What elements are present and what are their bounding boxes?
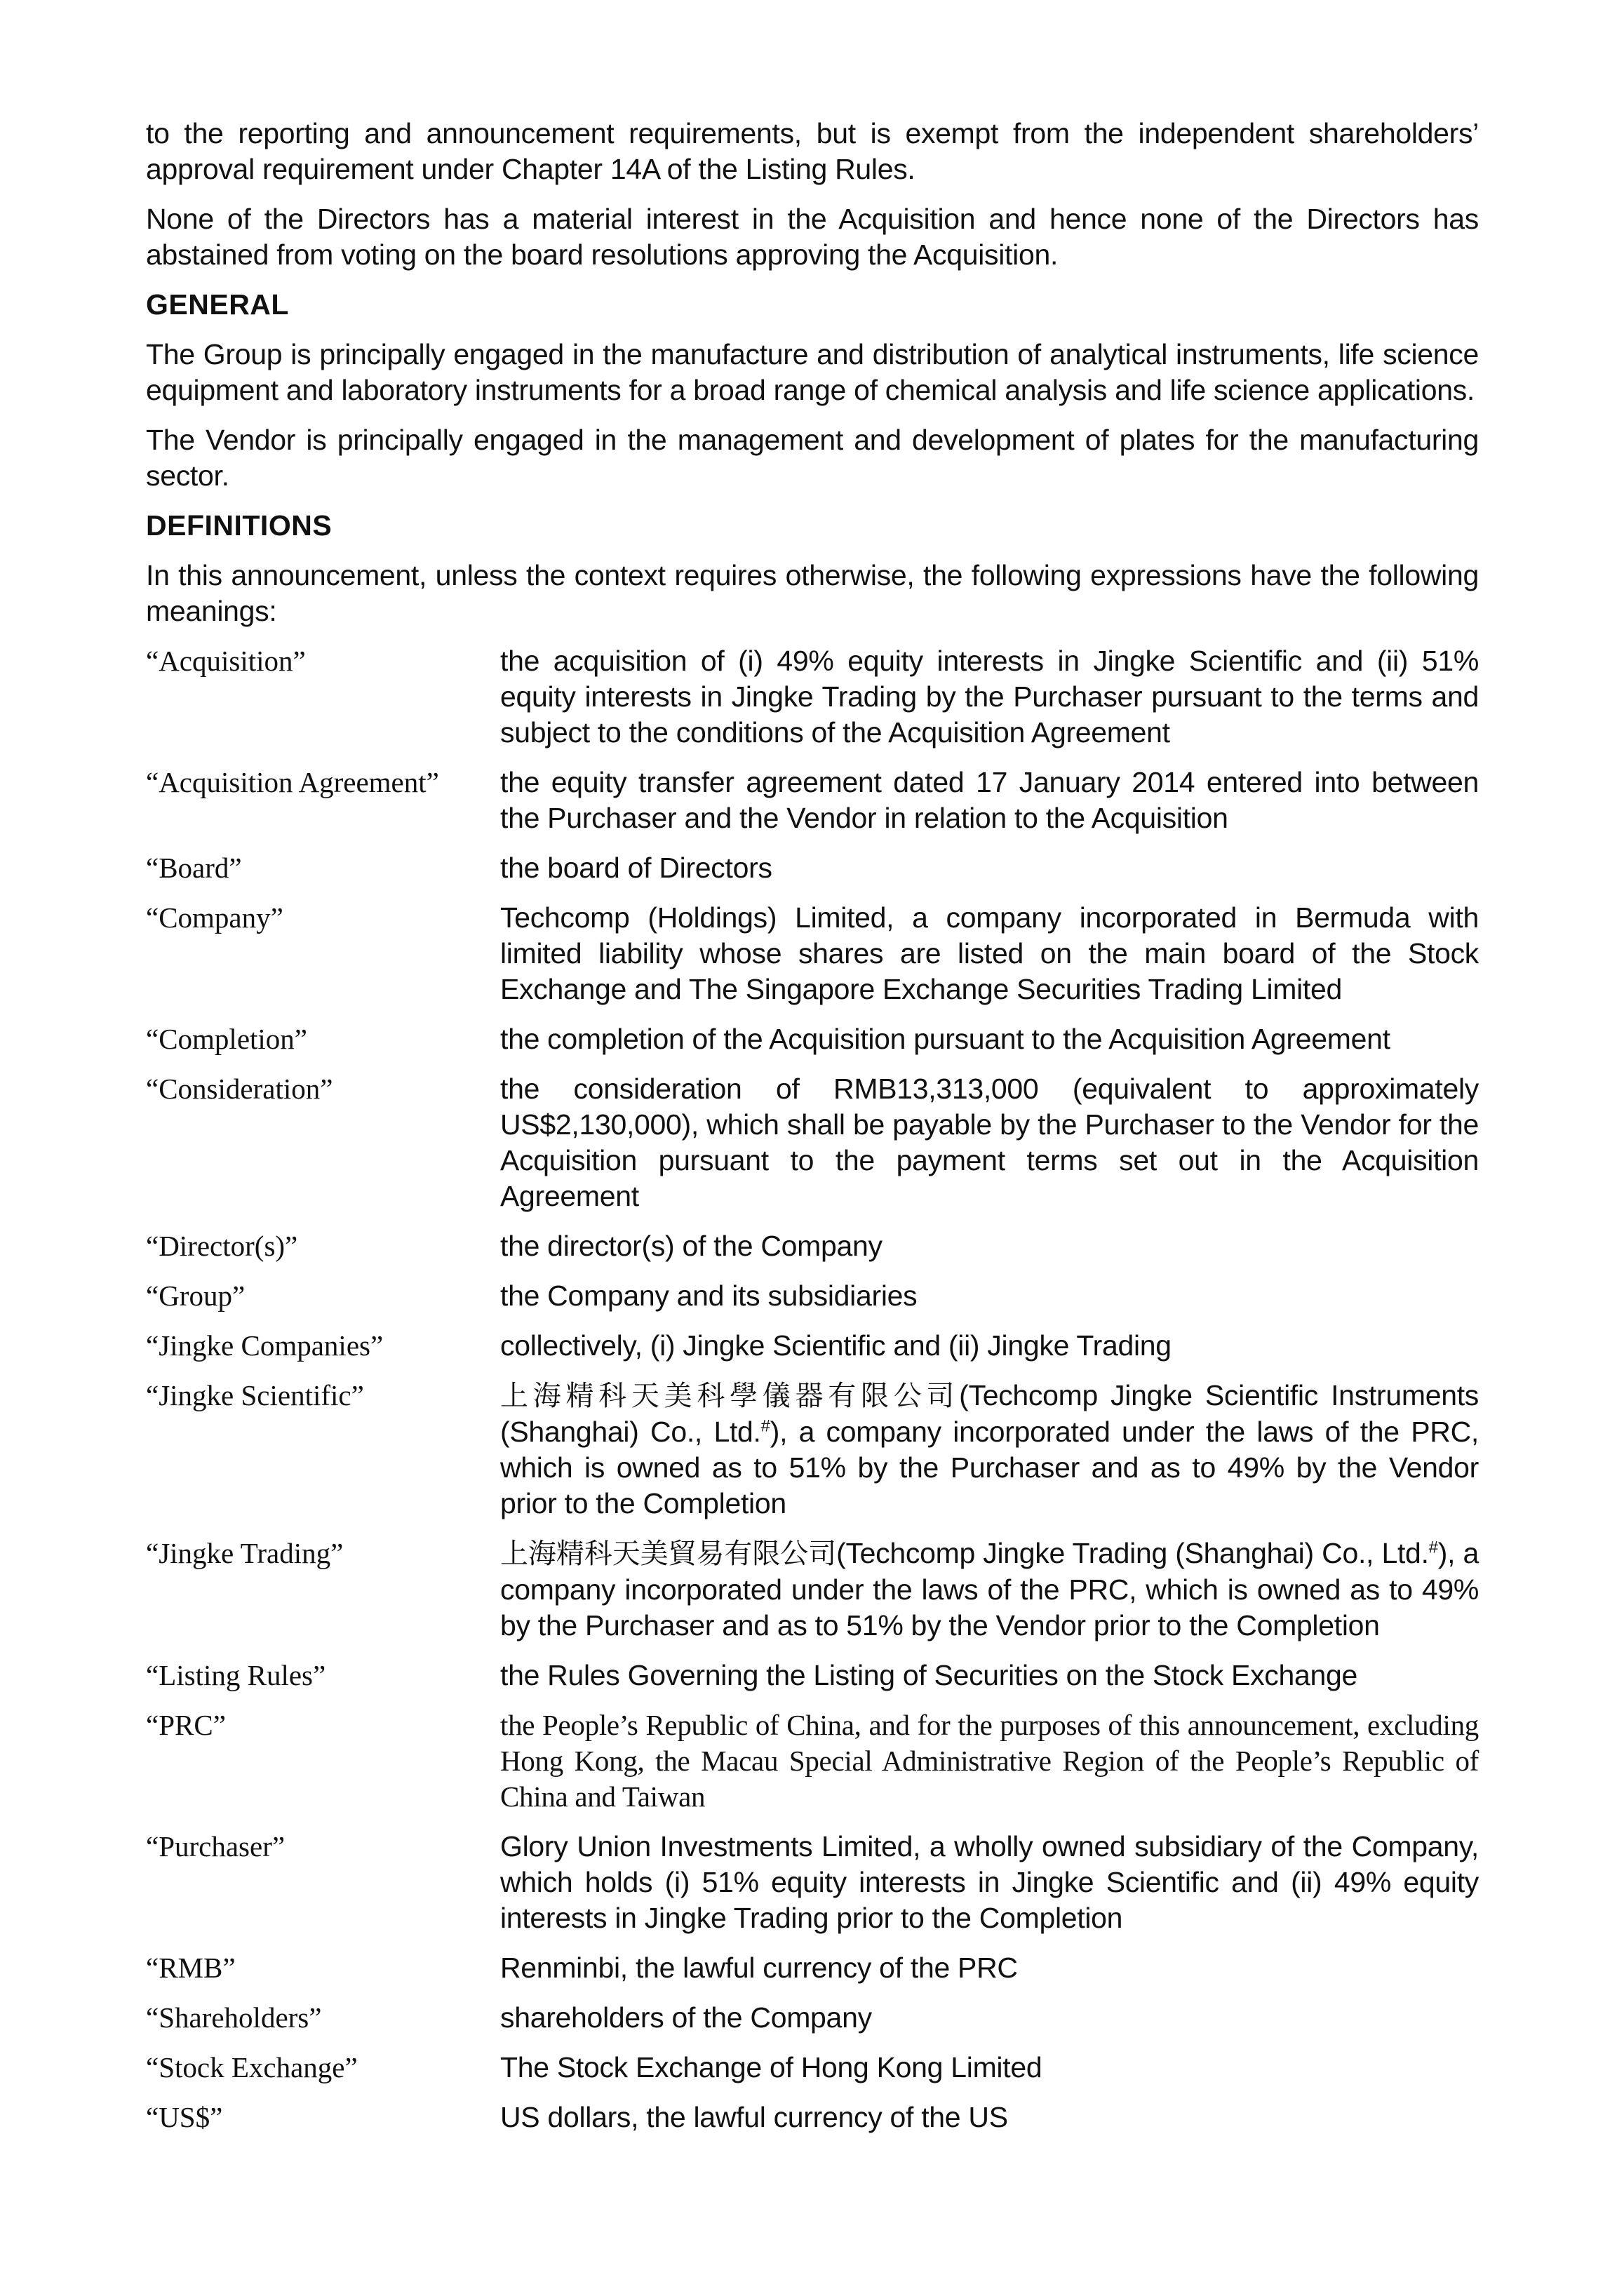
definition-meaning: Techcomp (Holdings) Limited, a company incorporated in Bermuda with limited liability whose shares are listed on the main board of the Stock Exchange and The Singapore Exchange Securities Trading Limited: [500, 901, 1479, 1005]
definition-meaning-rest: ), a company incorporated under the laws of the PRC, which is owned as to 49% by the Purchaser and as to 51% by the Vendor prior to the Completion: [500, 1537, 1479, 1642]
definition-term: “Shareholders”: [146, 2001, 322, 2034]
definition-meaning: US dollars, the lawful currency of the US: [500, 2101, 1008, 2133]
definition-term: “Jingke Companies”: [146, 1329, 384, 1362]
definition-meaning: Renminbi, the lawful currency of the PRC: [500, 1952, 1018, 1984]
intro-paragraph-2: None of the Directors has a material interest in the Acquisition and hence none of the Directors has abstained from voting on the board resolutions approving the Acquisition.: [146, 203, 1479, 271]
definition-row: [146, 1707, 1479, 1815]
definition-row: [146, 2100, 1479, 2135]
definition-term: “Acquisition Agreement”: [146, 766, 439, 798]
definition-row: [146, 850, 1479, 886]
definition-row: [146, 1021, 1479, 1057]
definition-term: “RMB”: [146, 1952, 236, 1984]
definition-meaning: the director(s) of the Company: [500, 1230, 883, 1262]
definition-row: [146, 1658, 1479, 1693]
definition-term: “Purchaser”: [146, 1830, 286, 1862]
definition-term: “Jingke Scientific”: [146, 1379, 364, 1411]
definition-row: [146, 765, 1479, 836]
definition-row: [146, 1378, 1479, 1522]
definition-row: [146, 1536, 1479, 1644]
intro-paragraph-1: to the reporting and announcement requirements, but is exempt from the independent shareholders’ approval requirement under Chapter 14A of the Listing Rules.: [146, 117, 1479, 185]
definition-row: [146, 1278, 1479, 1314]
definition-meaning: [500, 1378, 1479, 1522]
definition-term: “PRC”: [146, 1709, 226, 1741]
definition-term: “Consideration”: [146, 1073, 333, 1105]
definition-row: [146, 2050, 1479, 2086]
definition-term: “Director(s)”: [146, 1230, 298, 1262]
definition-row: [146, 1071, 1479, 1214]
definition-row: [146, 643, 1479, 751]
general-heading: GENERAL: [146, 288, 289, 321]
definition-term: “Acquisition”: [146, 645, 306, 677]
definition-meaning: [500, 1536, 1479, 1644]
definitions-intro: In this announcement, unless the context requires otherwise, the following expressions have the following meanings:: [146, 559, 1479, 627]
definition-row: [146, 1950, 1479, 1986]
definition-term: “Company”: [146, 901, 283, 934]
definitions-heading: DEFINITIONS: [146, 509, 333, 542]
footnote-mark: #: [1428, 1538, 1438, 1557]
definition-row: [146, 2000, 1479, 2036]
definition-meaning: The Stock Exchange of Hong Kong Limited: [500, 2051, 1042, 2083]
definition-meaning: collectively, (i) Jingke Scientific and (ii) Jingke Trading: [500, 1329, 1172, 1362]
chinese-company-name: 上海精科天美貿易有限公司: [500, 1538, 837, 1570]
definition-term: “Listing Rules”: [146, 1659, 326, 1691]
definition-term: “Group”: [146, 1280, 246, 1312]
footnote-mark: #: [760, 1416, 770, 1436]
definition-meaning: the acquisition of (i) 49% equity interests in Jingke Scientific and (ii) 51% equity interests in Jingke Trading by the Purchaser pursuant to the terms and subject to the conditions of the Acquisition Agreement: [500, 645, 1479, 748]
definition-term: “Jingke Trading”: [146, 1537, 344, 1569]
definition-meaning: the equity transfer agreement dated 17 January 2014 entered into between the Purchaser and the Vendor in relation to the Acquisition: [500, 766, 1479, 834]
definition-term: “US$”: [146, 2101, 223, 2133]
definition-meaning: Glory Union Investments Limited, a wholly owned subsidiary of the Company, which holds (i) 51% equity interests in Jingke Scientific and (ii) 49% equity interests in Jingke Trading prior to the Completion: [500, 1830, 1479, 1934]
definition-row: [146, 1829, 1479, 1936]
english-company-name: (Techcomp Jingke Scientific Instruments (Shanghai) Co., Ltd.: [500, 1379, 1479, 1448]
general-paragraph-1: The Group is principally engaged in the manufacture and distribution of analytical instruments, life science equipment and laboratory instruments for a broad range of chemical analysis and life science applications.: [146, 338, 1479, 406]
definition-row: [146, 1228, 1479, 1264]
definition-meaning: the Company and its subsidiaries: [500, 1280, 918, 1312]
definition-meaning: the People’s Republic of China, and for the purposes of this announcement, excluding Hong Kong, the Macau Special Administrative Region of the People’s Republic of China and Taiwan: [500, 1709, 1479, 1813]
definition-term: “Stock Exchange”: [146, 2051, 358, 2083]
definition-meaning: the completion of the Acquisition pursuant to the Acquisition Agreement: [500, 1023, 1390, 1055]
definition-term: “Completion”: [146, 1023, 308, 1055]
definition-meaning: the Rules Governing the Listing of Securities on the Stock Exchange: [500, 1659, 1358, 1691]
definition-meaning-rest: ), a company incorporated under the laws of the PRC, which is owned as to 51% by the Purchaser and as to 49% by the Vendor prior to the Completion: [500, 1416, 1479, 1519]
definition-meaning: the consideration of RMB13,313,000 (equivalent to approximately US$2,130,000), which shall be payable by the Purchaser to the Vendor for the Acquisition pursuant to the payment terms set out in the Acquisition Agreement: [500, 1073, 1479, 1212]
definition-meaning: the board of Directors: [500, 852, 772, 884]
chinese-company-name: 上海精科天美科學儀器有限公司: [500, 1380, 960, 1412]
definition-row: [146, 900, 1479, 1007]
definition-meaning: shareholders of the Company: [500, 2001, 872, 2034]
general-paragraph-2: The Vendor is principally engaged in the management and development of plates for the manufacturing sector.: [146, 424, 1479, 492]
definitions-list: [146, 643, 1479, 2135]
definition-row: [146, 1328, 1479, 1364]
definition-term: “Board”: [146, 852, 242, 884]
english-company-name: (Techcomp Jingke Trading (Shanghai) Co., Ltd.: [836, 1537, 1429, 1569]
document-content: [146, 116, 1479, 2149]
